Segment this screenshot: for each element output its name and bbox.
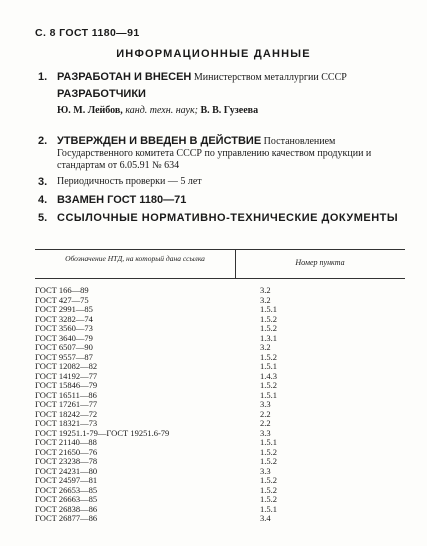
- document-designation: ГОСТ 26653—85: [35, 484, 98, 495]
- column-header-point: Номер пункта: [295, 258, 345, 267]
- point-number: 1.5.2: [260, 380, 277, 390]
- document-designation: ГОСТ 166—89: [35, 285, 89, 295]
- document-designation: ГОСТ 18242—72: [35, 408, 98, 419]
- document-designation: ГОСТ 2991—85: [35, 304, 93, 314]
- point-number: 3.2: [260, 342, 271, 352]
- developers-heading: РАЗРАБОТЧИКИ: [57, 88, 146, 100]
- table-row: [35, 286, 405, 296]
- document-designation: ГОСТ 3282—74: [35, 313, 93, 324]
- column-header-document: Обозначение НТД, на который дана ссылка: [65, 254, 205, 263]
- point-number: 3.2: [260, 294, 271, 305]
- item-number: 5.: [38, 212, 48, 224]
- document-designation: ГОСТ 23238—78: [35, 456, 98, 466]
- document-designation: ГОСТ 26663—85: [35, 494, 98, 504]
- item-lead: РАЗРАБОТАН И ВНЕСЕН: [57, 71, 192, 83]
- item-lead: ВЗАМЕН ГОСТ 1180—71: [57, 194, 187, 206]
- point-number: 1.5.2: [260, 475, 277, 485]
- document-designation: ГОСТ 21140—88: [35, 437, 97, 447]
- point-number: 1.5.1: [260, 361, 277, 371]
- table-row: [35, 514, 405, 524]
- info-item-5: [38, 212, 410, 225]
- point-number: 1.5.2: [260, 323, 277, 333]
- item-lead: ССЫЛОЧНЫЕ НОРМАТИВНО-ТЕХНИЧЕСКИЕ ДОКУМЕНТЫ: [57, 212, 399, 224]
- point-number: 1.4.3: [260, 370, 277, 381]
- point-number: 1.5.2: [260, 446, 277, 457]
- info-item-1: [38, 71, 410, 117]
- point-number: 1.5.2: [260, 313, 277, 324]
- document-designation: ГОСТ 16511—86: [35, 389, 97, 400]
- point-number: 2.2: [260, 418, 271, 428]
- point-number: 1.5.1: [260, 503, 277, 514]
- table-body: [35, 286, 405, 524]
- item-number: 2.: [38, 135, 48, 147]
- info-item-3: [38, 176, 410, 188]
- document-designation: ГОСТ 427—75: [35, 294, 89, 305]
- point-number: 1.5.2: [260, 484, 277, 495]
- point-number: 1.5.1: [260, 304, 277, 314]
- document-designation: ГОСТ 17261—77: [35, 399, 98, 409]
- document-designation: ГОСТ 19251.1-79—ГОСТ 19251.6-79: [35, 427, 170, 438]
- document-designation: ГОСТ 18321—73: [35, 418, 98, 428]
- table-header: [35, 249, 405, 279]
- point-number: 3.3: [260, 465, 271, 476]
- document-designation: ГОСТ 21650—76: [35, 446, 98, 457]
- point-number: 3.2: [260, 285, 271, 295]
- developer-name: Ю. М. Лейбов,: [57, 105, 123, 116]
- point-number: 1.3.1: [260, 332, 277, 343]
- point-number: 1.5.2: [260, 351, 277, 362]
- point-number: 1.5.1: [260, 389, 277, 400]
- document-designation: ГОСТ 3560—73: [35, 323, 93, 333]
- item-number: 4.: [38, 194, 48, 206]
- reference-table: [35, 249, 405, 524]
- developer-2: В. В. Гузеева: [200, 105, 259, 116]
- document-designation: ГОСТ 26877—86: [35, 513, 98, 523]
- point-number: 3.4: [260, 513, 271, 523]
- document-designation: ГОСТ 24231—80: [35, 465, 98, 476]
- document-designation: ГОСТ 14192—77: [35, 370, 98, 381]
- info-item-4: [38, 194, 410, 207]
- point-number: 1.5.1: [260, 437, 277, 447]
- document-designation: ГОСТ 3640—79: [35, 332, 93, 343]
- point-number: 3.3: [260, 427, 271, 438]
- document-designation: ГОСТ 24597—81: [35, 475, 98, 485]
- item-lead: УТВЕРЖДЕН И ВВЕДЕН В ДЕЙСТВИЕ: [57, 135, 262, 147]
- document-designation: ГОСТ 15846—79: [35, 380, 98, 390]
- item-text: Министерством металлургии СССР: [193, 72, 347, 83]
- document-designation: ГОСТ 9557—87: [35, 351, 93, 362]
- point-number: 2.2: [260, 408, 271, 419]
- point-number: 1.5.2: [260, 456, 277, 466]
- document-designation: ГОСТ 12082—82: [35, 361, 98, 371]
- item-text: Постановлением Государственного комитета СССР по управлению качеством продукции и стандартам от 6.05.91 № 634: [57, 136, 372, 171]
- item-number: 3.: [38, 176, 48, 188]
- document-designation: ГОСТ 26838—86: [35, 503, 98, 514]
- developers-line: [57, 105, 410, 117]
- point-number: 3.3: [260, 399, 271, 409]
- item-text: Периодичность проверки — 5 лет: [57, 176, 202, 187]
- info-item-2: [38, 135, 410, 172]
- document-designation: ГОСТ 6507—90: [35, 342, 93, 352]
- developer-degree: канд. техн. наук;: [125, 105, 198, 116]
- item-number: 1.: [38, 71, 48, 83]
- page-header: С. 8 ГОСТ 1180—91: [35, 27, 140, 39]
- document-title: ИНФОРМАЦИОННЫЕ ДАННЫЕ: [116, 48, 311, 60]
- point-number: 1.5.2: [260, 494, 277, 504]
